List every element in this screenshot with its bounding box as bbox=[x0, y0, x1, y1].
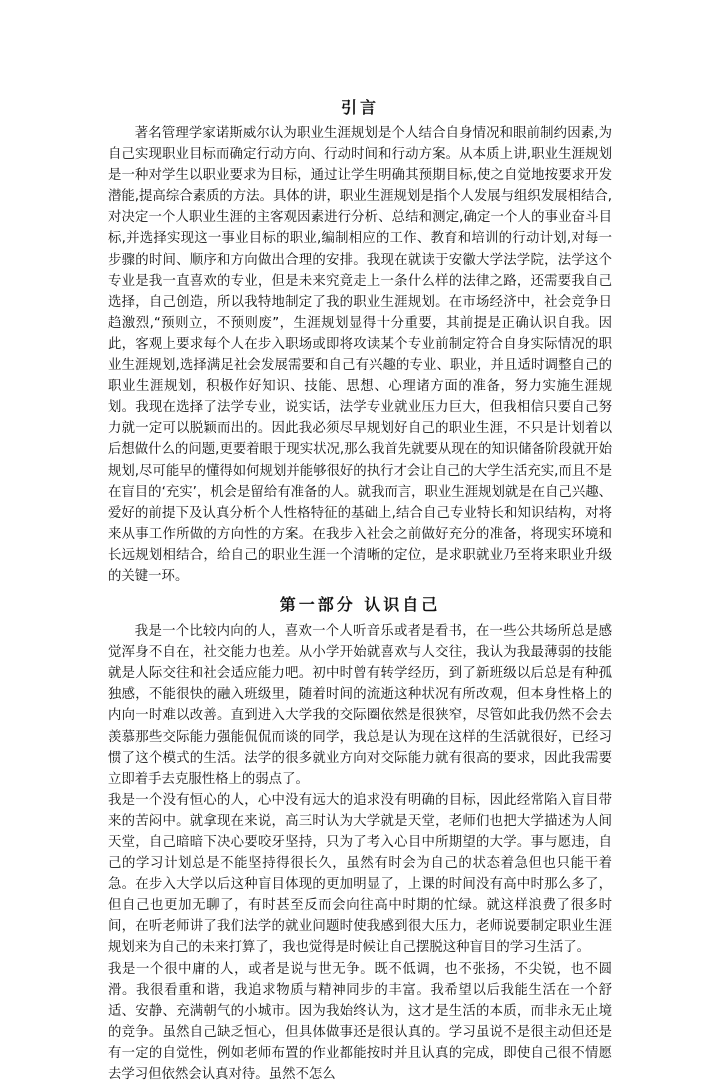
part1-paragraph-3: 我是一个很中庸的人，或者是说与世无争。既不低调，也不张扬，不尖锐，也不圆滑。我很看重和谐，我追求物质与精神同步的丰富。我希望以后我能生活在一个舒适、安静、充满朝气的小城市。因为我始终认为，这才是生活的本质，而非永无止境的竞争。虽然自己缺乏恒心，但具体做事还是很认真的。学习虽说不是很主动但还是有一定的自觉性，例如老师布置的作业都能按时并且认真的完成，即使自己很不情愿去学习但依然会认真对待。虽然不怎么 bbox=[108, 961, 612, 1083]
part1-title: 第一部分 认识自己 bbox=[279, 595, 441, 615]
intro-title: 引言 bbox=[340, 98, 379, 117]
intro-paragraph: 著名管理学家诺斯威尔认为职业生涯规划是个人结合自身情况和眼前制约因素,为自己实现职业目标而确定行动方向、行动时间和行动方案。从本质上讲,职业生涯规划是一种对学生以职业要求为目标，通过让学生明确其预期目标,使之自觉地按要求开发潜能,提高综合素质的方法。具体的讲，职业生涯规划是指个人发展与组织发展相结合,对决定一个人职业生涯的主客观因素进行分析、总结和测定,确定一个人的事业奋斗目标,并选择实现这一事业目标的职业,编制相应的工作、教育和培训的行动计划,对每一步骤的时间、顺序和方向做出合理的安排。我现在就读于安徽大学法学院，法学这个专业是我一直喜欢的专业，但是未来究竟走上一条什么样的法律之路，还需要我自己选择，自己创造，所以我特地制定了我的职业生涯规划。在市场经济中，社会竞争日趋激烈,“预则立，不预则废”，生涯规划显得十分重要，其前提是正确认识自我。因此，客观上要求每个人在步入职场或即将攻读某个专业前制定符合自身实际情况的职业生涯规划,选择满足社会发展需要和自己有兴趣的专业、职业，并且适时调整自己的职业生涯规划，积极作好知识、技能、思想、心理诸方面的准备，努力实施生涯规划。我现在选择了法学专业，说实话，法学专业就业压力巨大，但我相信只要自己努力就一定可以脱颖而出的。因此我必须尽早规划好自己的职业生涯，不只是计划着以后想做什么的问题,更要着眼于现实状况,那么我首先就要从现在的知识储备阶段就开始规划,尽可能早的懂得如何规划并能够很好的执行才会让自己的大学生活充实,而且不是在盲目的‘充实’，机会是留给有准备的人。就我而言，职业生涯规划就是在自己兴趣、爱好的前提下及认真分析个人性格特征的基础上,结合自己专业特长和知识结构，对将来从事工作所做的方向性的方案。在我步入社会之前做好充分的准备，将现实环境和长远规划相结合，给自己的职业生涯一个清晰的定位，是求职就业乃至将来职业升级的关键一环。 bbox=[108, 126, 612, 584]
part1-paragraph-2: 我是一个没有恒心的人，心中没有远大的追求没有明确的目标，因此经常陷入盲目带来的苦闷中。就拿现在来说，高三时认为大学就是天堂，老师们也把大学描述为人间天堂，自己暗暗下决心要咬牙坚持，只为了考入心目中所期望的大学。事与愿违，自己的学习计划总是不能坚持得很长久，虽然有时会为自己的状态着急但也只能干着急。在步入大学以后这种盲目体现的更加明显了，上课的时间没有高中时那么多了，但自己也更加无聊了，有时甚至反而会向往高中时期的忙绿。就这样浪费了很多时间，在听老师讲了我们法学的就业问题时使我感到很大压力，老师说要制定职业生涯规划来为自己的未来打算了，我也觉得是时候让自己摆脱这种盲目的学习生活了。 bbox=[108, 792, 612, 956]
document-page bbox=[108, 95, 612, 1085]
part1-paragraph-1: 我是一个比较内向的人，喜欢一个人听音乐或者是看书，在一些公共场所总是感觉浑身不自在，社交能力也差。从小学开始就喜欢与人交往，我认为我最薄弱的技能就是人际交往和社会适应能力吧。初中时曾有转学经历，到了新班级以后总是有种孤独感，不能很快的融入班级里，随着时间的流逝这种状况有所改观，但本身性格上的内向一时难以改善。直到进入大学我的交际圈依然是很狭窄，尽管如此我仍然不会去羡慕那些交际能力强能侃侃而谈的同学，我总是认为现在这样的生活就很好，已经习惯了这个模式的生活。法学的很多就业方向对交际能力就有很高的要求，因此我需要立即着手去克服性格上的弱点了。 bbox=[108, 624, 612, 787]
